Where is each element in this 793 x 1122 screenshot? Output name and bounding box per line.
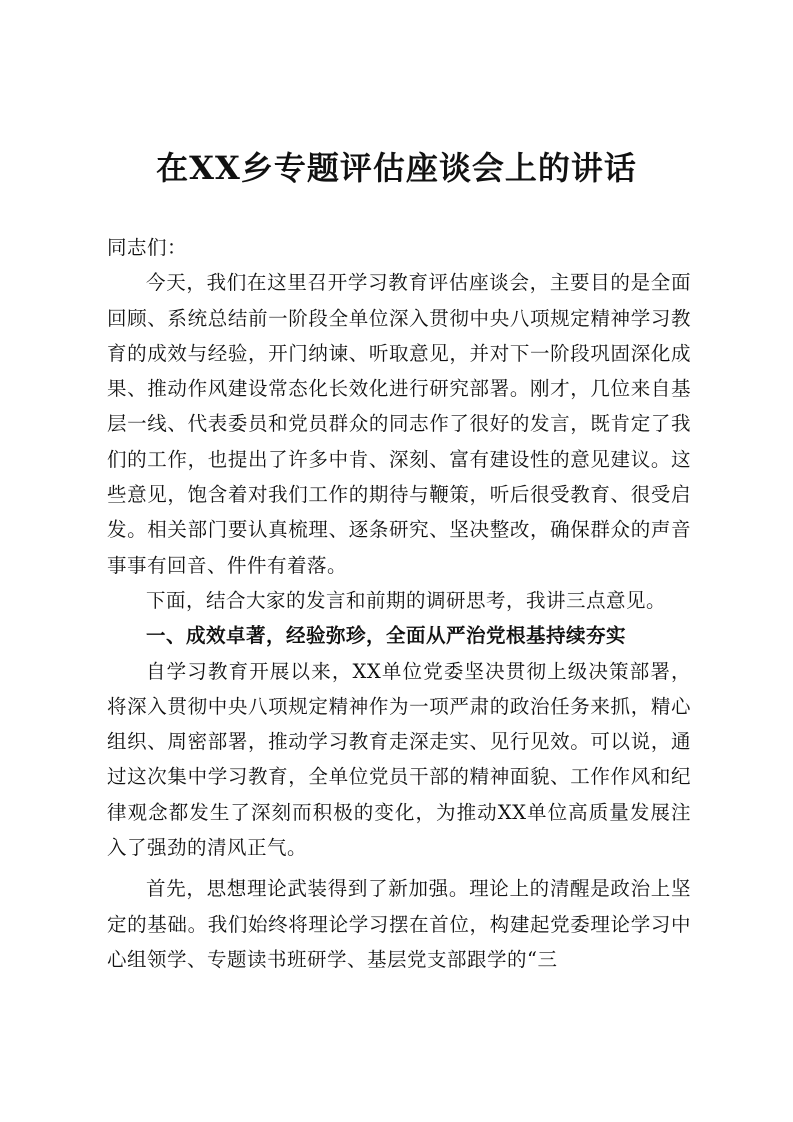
document-title: 在XX乡专题评估座谈会上的讲话 [156,149,637,187]
salutation: 同志们： [107,236,188,259]
section-heading-1: 一、成效卓著，经验弥珍，全面从严治党根基持续夯实 [146,624,627,648]
document-body [107,230,691,977]
paragraph-opening: 今天，我们在这里召开学习教育评估座谈会，主要目的是全面回顾、系统总结前一阶段全单位深入贯彻中央八项规定精神学习教育的成效与经验，开门纳谏、听取意见，并对下一阶段巩固深化成果、推动作风建设常态化长效化进行研究部署。刚才，几位来自基层一线、代表委员和党员群众的同志作了很好的发言，既肯定了我们的工作，也提出了许多中肯、深刻、富有建设性的意见建议。这些意见，饱含着对我们工作的期待与鞭策，听后很受教育、很受启发。相关部门要认真梳理、逐条研究、坚决整改，确保群众的声音事事有回音、件件有着落。 [107,271,691,577]
paragraph-section1-2: 首先，思想理论武装得到了新加强。理论上的清醒是政治上坚定的基础。我们始终将理论学习摆在首位，构建起党委理论学习中心组领学、专题读书班研学、基层党支部跟学的“三 [107,877,691,971]
paragraph-intro: 下面，结合大家的发言和前期的调研思考，我讲三点意见。 [146,588,667,612]
paragraph-section1-1: 自学习教育开展以来，XX单位党委坚决贯彻上级决策部署，将深入贯彻中央八项规定精神作为一项严肃的政治任务来抓，精心组织、周密部署，推动学习教育走深走实、见行见效。可以说，通过这次集中学习教育，全单位党员干部的精神面貌、工作作风和纪律观念都发生了深刻而积极的变化，为推动XX单位高质量发展注入了强劲的清风正气。 [107,659,691,860]
